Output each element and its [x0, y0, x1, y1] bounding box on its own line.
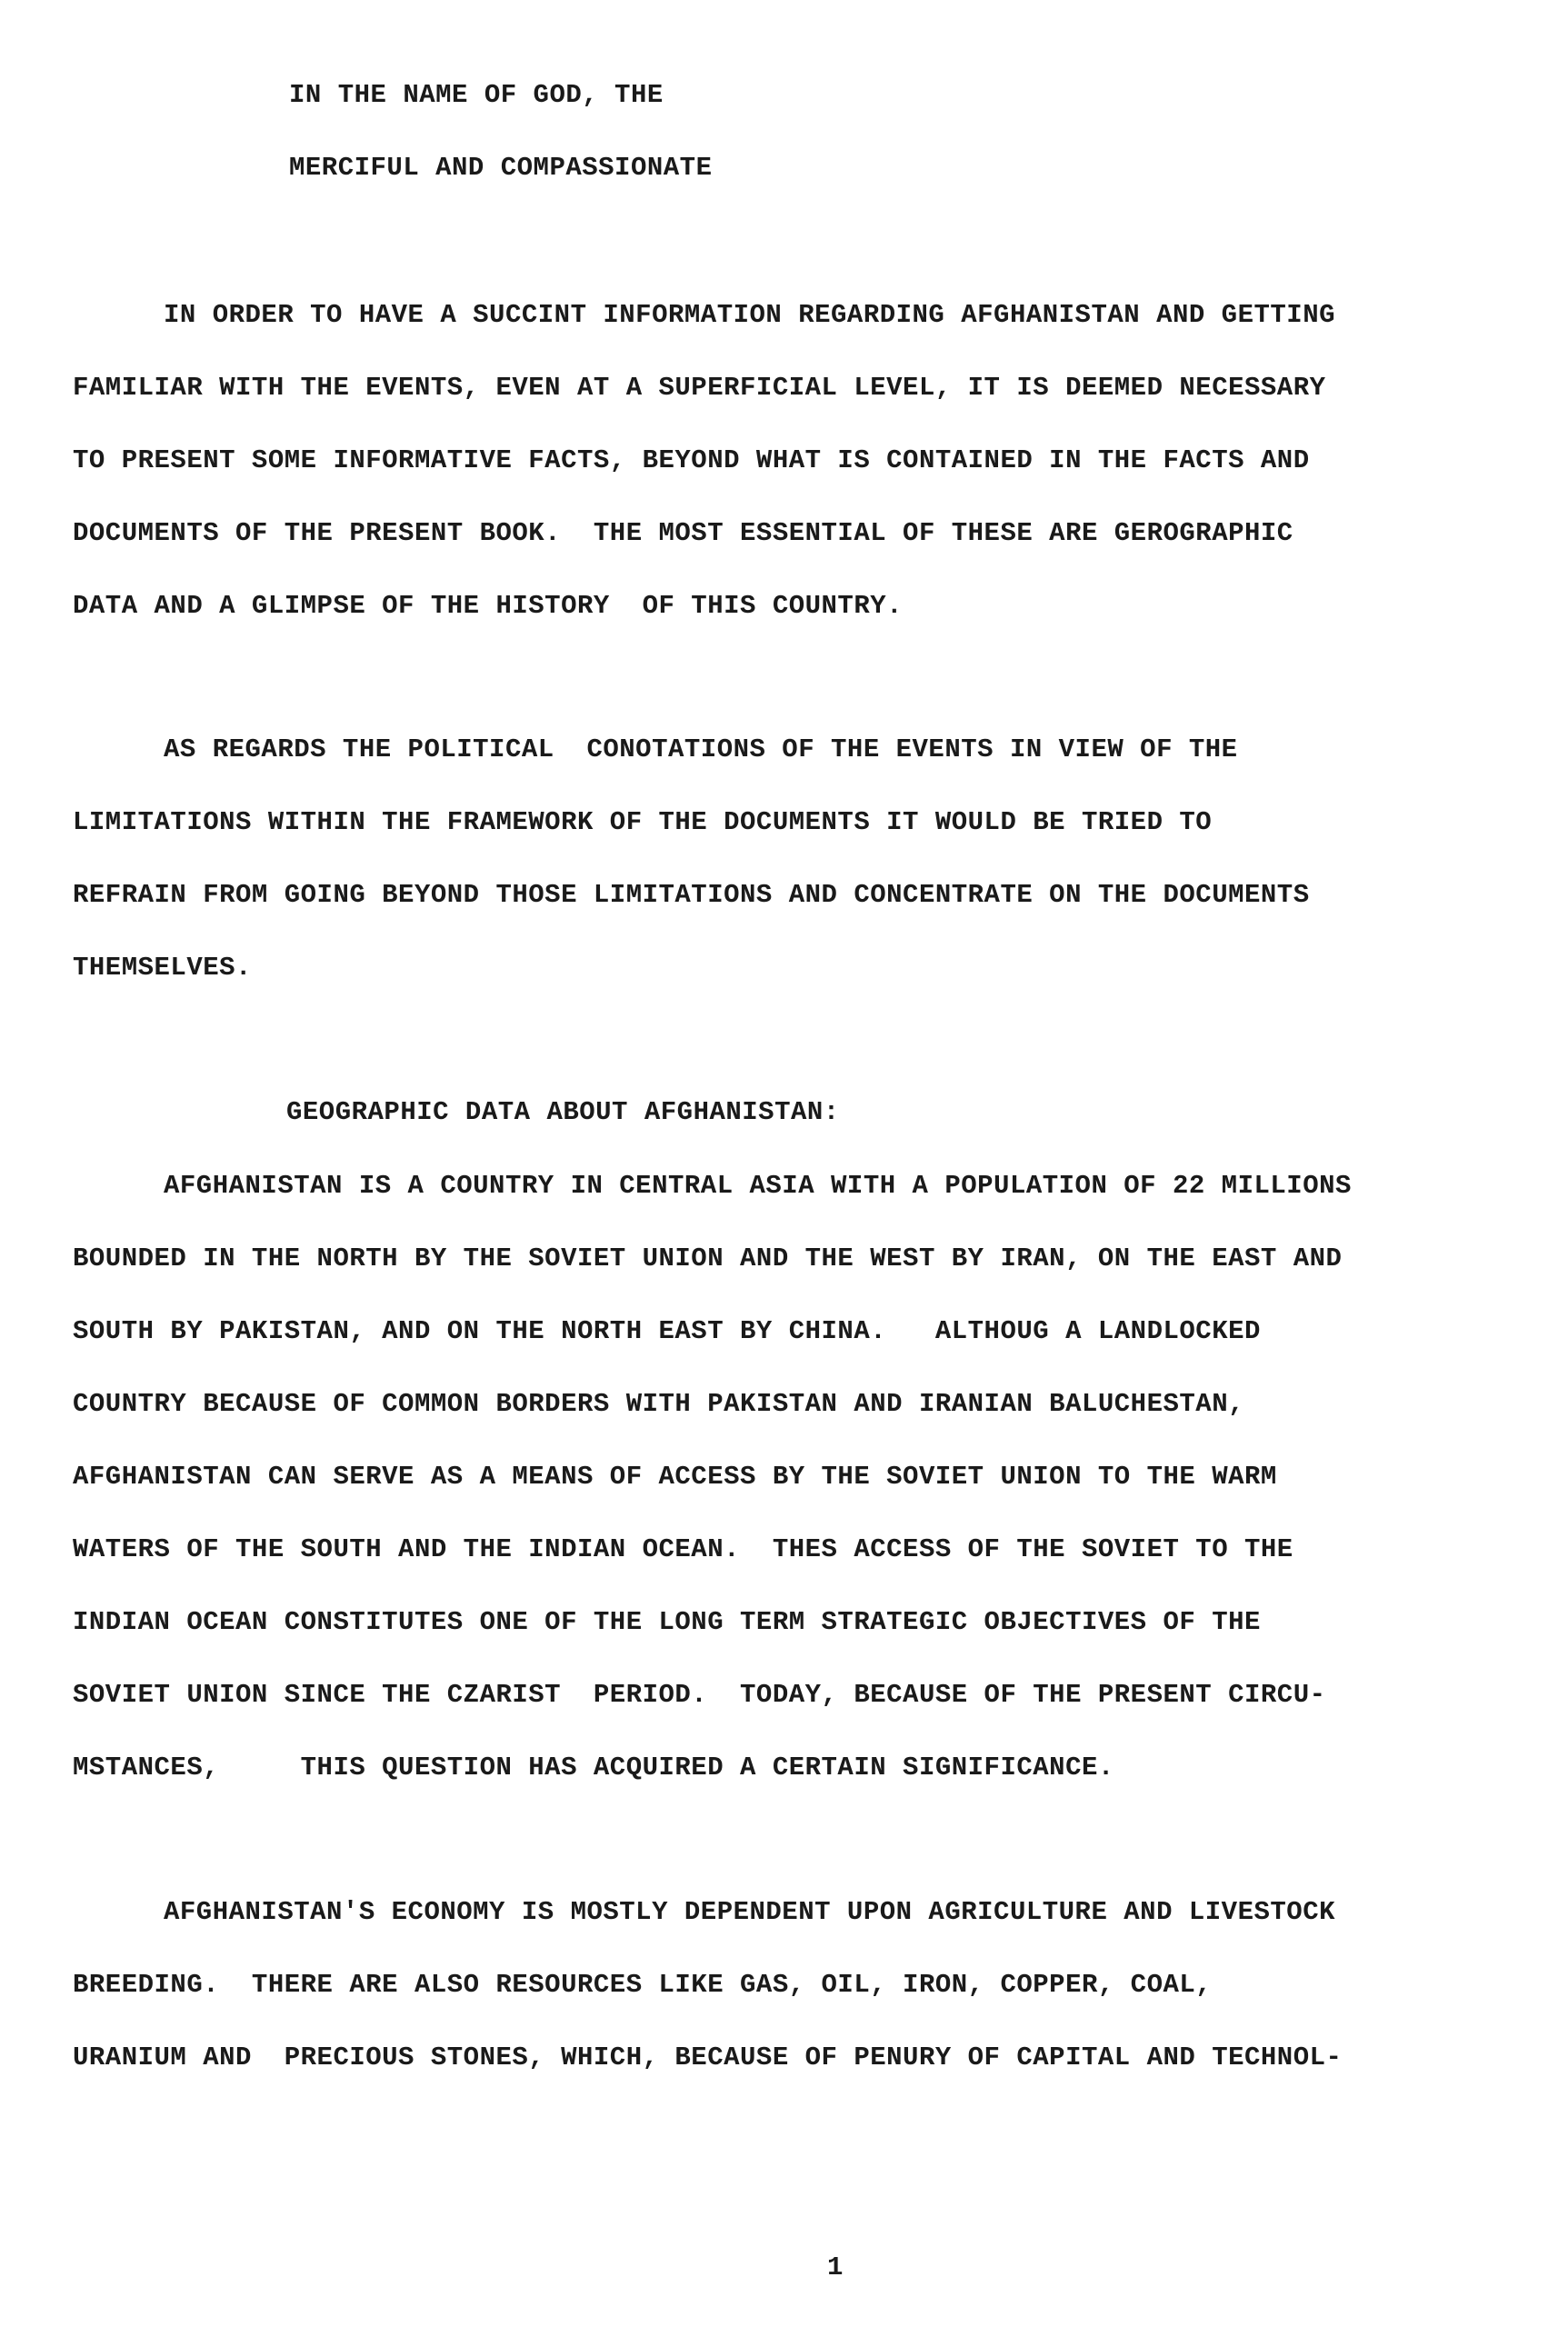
paragraph-1-line-5: DATA AND A GLIMPSE OF THE HISTORY OF THIS COUNTRY.	[73, 591, 904, 621]
page-number: 1	[827, 2252, 844, 2282]
paragraph-2-line-3: REFRAIN FROM GOING BEYOND THOSE LIMITATIONS AND CONCENTRATE ON THE DOCUMENTS	[73, 880, 1310, 910]
paragraph-4-line-1: AFGHANISTAN'S ECONOMY IS MOSTLY DEPENDENT UPON AGRICULTURE AND LIVESTOCK	[164, 1897, 1336, 1927]
paragraph-4-line-2: BREEDING. THERE ARE ALSO RESOURCES LIKE GAS, OIL, IRON, COPPER, COAL,	[73, 1970, 1213, 2000]
paragraph-1-line-4: DOCUMENTS OF THE PRESENT BOOK. THE MOST ESSENTIAL OF THESE ARE GEROGRAPHIC	[73, 518, 1293, 548]
paragraph-1-line-1: IN ORDER TO HAVE A SUCCINT INFORMATION REGARDING AFGHANISTAN AND GETTING	[164, 300, 1336, 330]
section-heading: GEOGRAPHIC DATA ABOUT AFGHANISTAN:	[286, 1097, 840, 1127]
paragraph-4-line-3: URANIUM AND PRECIOUS STONES, WHICH, BECAUSE OF PENURY OF CAPITAL AND TECHNOL-	[73, 2042, 1343, 2072]
paragraph-3-line-9: MSTANCES, THIS QUESTION HAS ACQUIRED A CERTAIN SIGNIFICANCE.	[73, 1753, 1114, 1783]
paragraph-1-line-3: TO PRESENT SOME INFORMATIVE FACTS, BEYOND WHAT IS CONTAINED IN THE FACTS AND	[73, 445, 1310, 475]
paragraph-3-line-3: SOUTH BY PAKISTAN, AND ON THE NORTH EAST BY CHINA. ALTHOUG A LANDLOCKED	[73, 1316, 1261, 1346]
paragraph-3-line-7: INDIAN OCEAN CONSTITUTES ONE OF THE LONG TERM STRATEGIC OBJECTIVES OF THE	[73, 1607, 1261, 1637]
paragraph-3-line-6: WATERS OF THE SOUTH AND THE INDIAN OCEAN. THES ACCESS OF THE SOVIET TO THE	[73, 1534, 1293, 1564]
paragraph-2-line-1: AS REGARDS THE POLITICAL CONOTATIONS OF THE EVENTS IN VIEW OF THE	[164, 734, 1238, 764]
heading-line-1: IN THE NAME OF GOD, THE	[289, 80, 664, 110]
paragraph-3-line-4: COUNTRY BECAUSE OF COMMON BORDERS WITH PAKISTAN AND IRANIAN BALUCHESTAN,	[73, 1389, 1245, 1419]
heading-line-2: MERCIFUL AND COMPASSIONATE	[289, 153, 713, 183]
paragraph-2-line-2: LIMITATIONS WITHIN THE FRAMEWORK OF THE DOCUMENTS IT WOULD BE TRIED TO	[73, 807, 1213, 837]
paragraph-3-line-1: AFGHANISTAN IS A COUNTRY IN CENTRAL ASIA WITH A POPULATION OF 22 MILLIONS	[164, 1171, 1352, 1201]
paragraph-3-line-5: AFGHANISTAN CAN SERVE AS A MEANS OF ACCESS BY THE SOVIET UNION TO THE WARM	[73, 1462, 1277, 1492]
paragraph-3-line-2: BOUNDED IN THE NORTH BY THE SOVIET UNION AND THE WEST BY IRAN, ON THE EAST AND	[73, 1243, 1343, 1273]
paragraph-1-line-2: FAMILIAR WITH THE EVENTS, EVEN AT A SUPERFICIAL LEVEL, IT IS DEEMED NECESSARY	[73, 373, 1326, 403]
paragraph-3-line-8: SOVIET UNION SINCE THE CZARIST PERIOD. TODAY, BECAUSE OF THE PRESENT CIRCU-	[73, 1680, 1326, 1710]
paragraph-2-line-4: THEMSELVES.	[73, 953, 252, 983]
